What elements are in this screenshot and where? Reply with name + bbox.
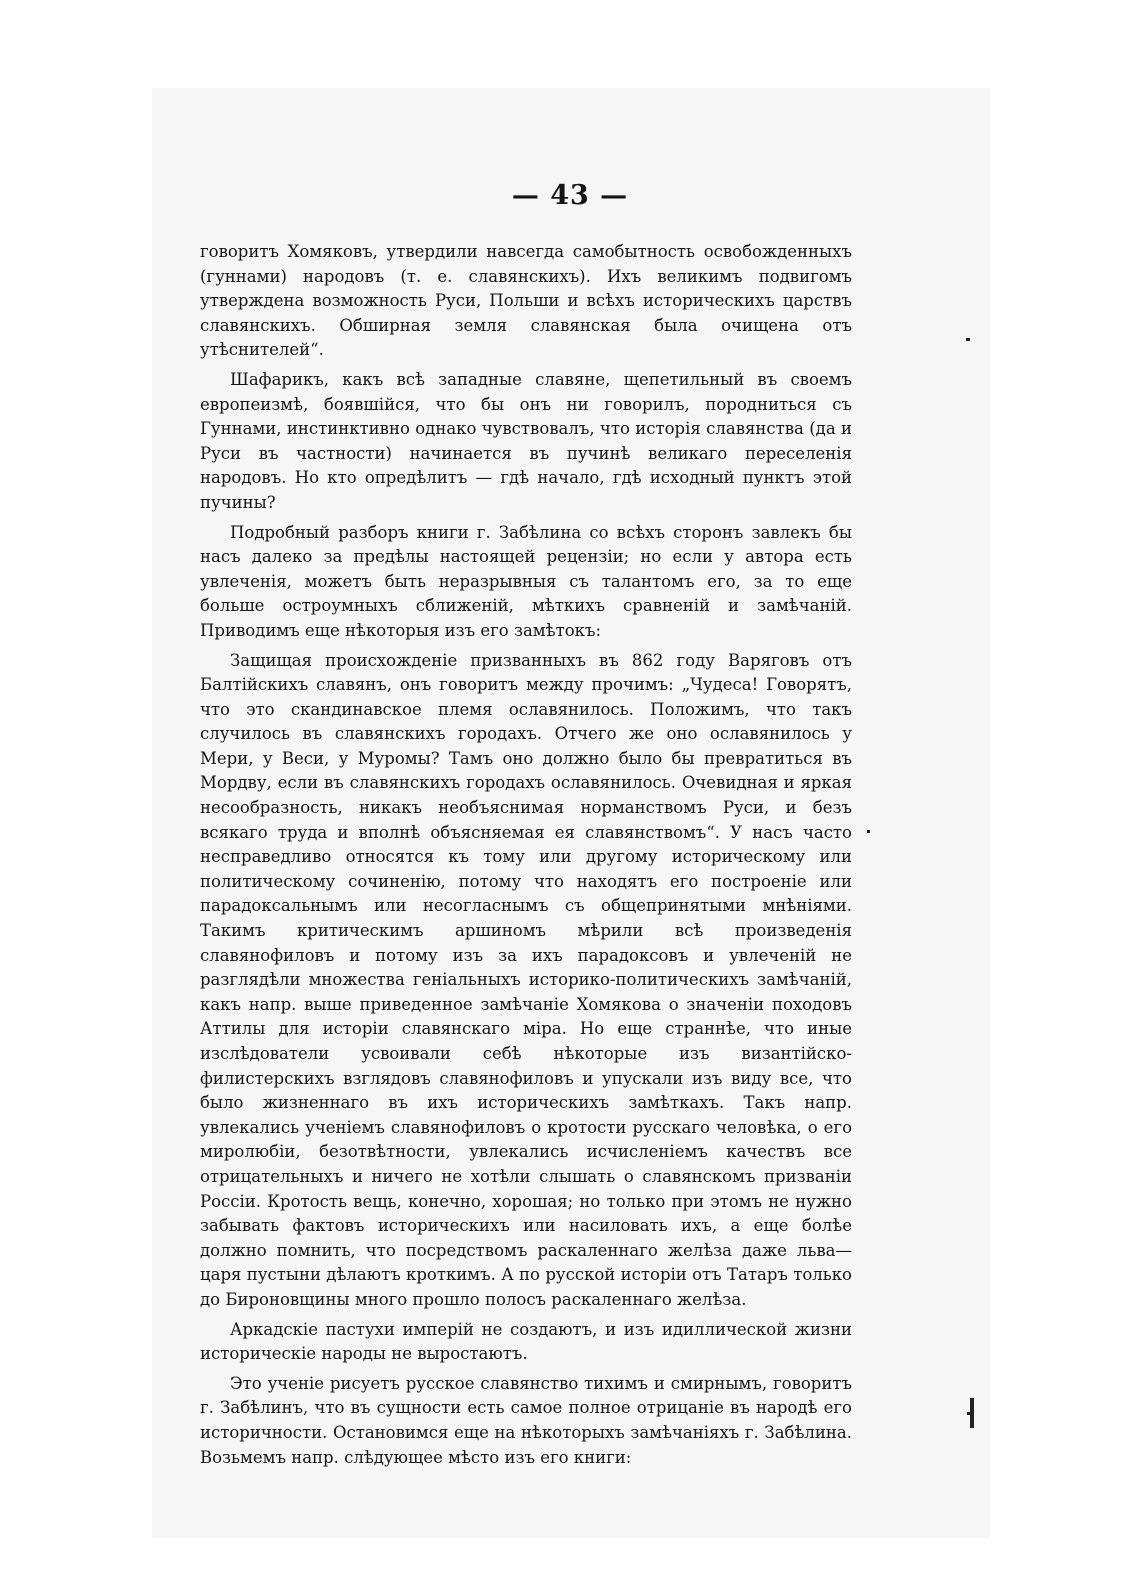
margin-ink-speck [966, 338, 970, 341]
paragraph-4: Защищая происхожденіе призванныхъ въ 862 году Варяговъ отъ Балтійскихъ славянъ, онъ говоритъ между прочимъ: „Чудеса! Говорятъ, что это скандинавское племя ославянилось. Положимъ, что такъ случилось въ славянскихъ городахъ. Отчего же оно ославянилось у Мери, у Веси, у Муромы? Тамъ оно должно было бы превратиться въ Мордву, если въ славянскихъ городахъ ославянилось. Очевидная и яркая несообразность, никакъ необъяснимая норманствомъ Руси, и безъ всякаго труда и вполнѣ объясняемая ея славянствомъ“. У насъ часто несправедливо относятся къ тому или другому историческому или политическому сочиненію, потому что находятъ его построеніе или парадоксальнымъ или несогласнымъ съ общепринятыми мнѣніями. Такимъ критическимъ аршиномъ мѣрили всѣ произведенія славянофиловъ и потому изъ за ихъ парадоксовъ и увлеченій не разглядѣли множества геніальныхъ историко-политическихъ замѣчаній, какъ напр. выше приведенное замѣчаніе Хомякова о значеніи походовъ Аттилы для исторіи славянскаго міра. Но еще страннѣе, что иные изслѣдователи усвоивали себѣ нѣкоторые изъ византійско-филистерскихъ взглядовъ славянофиловъ и упускали изъ виду все, что было жизненнаго въ ихъ историческихъ замѣткахъ. Такъ напр. увлекались ученіемъ славянофиловъ о кротости русскаго человѣка, о его миролюбіи, безотвѣтности, увлекались исчисленіемъ качествъ все отрицательныхъ и ничего не хотѣли слышать о славянскомъ призваніи Россіи. Кротость вещь, конечно, хорошая; но только при этомъ не нужно забывать фактовъ историческихъ или насиловать ихъ, а еще болѣе должно помнить, что посредствомъ раскаленнаго желѣза даже льва—царя пустыни дѣлаютъ кроткимъ. А по русской исторіи отъ Татаръ только до Бироновщины много прошло полосъ раскаленнаго желѣза. [200, 650, 852, 1309]
paragraph-6: Это ученіе рисуетъ русское славянство тихимъ и смирнымъ, говоритъ г. Забѣлинъ, что въ сущности есть самое полное отрицаніе въ народѣ его историчности. Остановимся еще на нѣкоторыхъ замѣчаніяхъ г. Забѣлина. Возьмемъ напр. слѣдующее мѣсто изъ его книги: [200, 1373, 852, 1467]
paragraph-1: говоритъ Хомяковъ, утвердили навсегда самобытность освобожденныхъ (гуннами) народовъ (т. е. славянскихъ). Ихъ великимъ подвигомъ утверждена возможность Руси, Польши и всѣхъ историческихъ царствъ славянскихъ. Обширная земля славянская была очищена отъ утѣснителей“. [200, 242, 852, 360]
margin-ink-speck [867, 830, 870, 833]
body-text [200, 240, 852, 1475]
page-number: — 43 — [511, 180, 629, 211]
margin-ink-mark [970, 1398, 974, 1428]
paragraph-3: Подробный разборъ книги г. Забѣлина со всѣхъ сторонъ завлекъ бы насъ далеко за предѣлы настоящей рецензіи; но если у автора есть увлеченія, можетъ быть неразрывныя съ талантомъ его, за то еще больше остроумныхъ сближеній, мѣткихъ сравненій и замѣчаній. Приводимъ еще нѣкоторыя изъ его замѣтокъ: [200, 522, 852, 640]
paragraph-5: Аркадскіе пастухи имперій не создаютъ, и изъ идиллической жизни историческіе народы не выростаютъ. [200, 1319, 852, 1364]
margin-ink-speck [967, 1412, 970, 1415]
paragraph-2: Шафарикъ, какъ всѣ западные славяне, щепетильный въ своемъ европеизмѣ, боявшійся, что бы онъ ни говорилъ, породниться съ Гуннами, инстинктивно однако чувствовалъ, что исторія славянства (да и Руси въ частности) начинается въ пучинѣ великаго переселенія народовъ. Но кто опредѣлитъ — гдѣ начало, гдѣ исходный пунктъ этой пучины? [200, 369, 852, 512]
